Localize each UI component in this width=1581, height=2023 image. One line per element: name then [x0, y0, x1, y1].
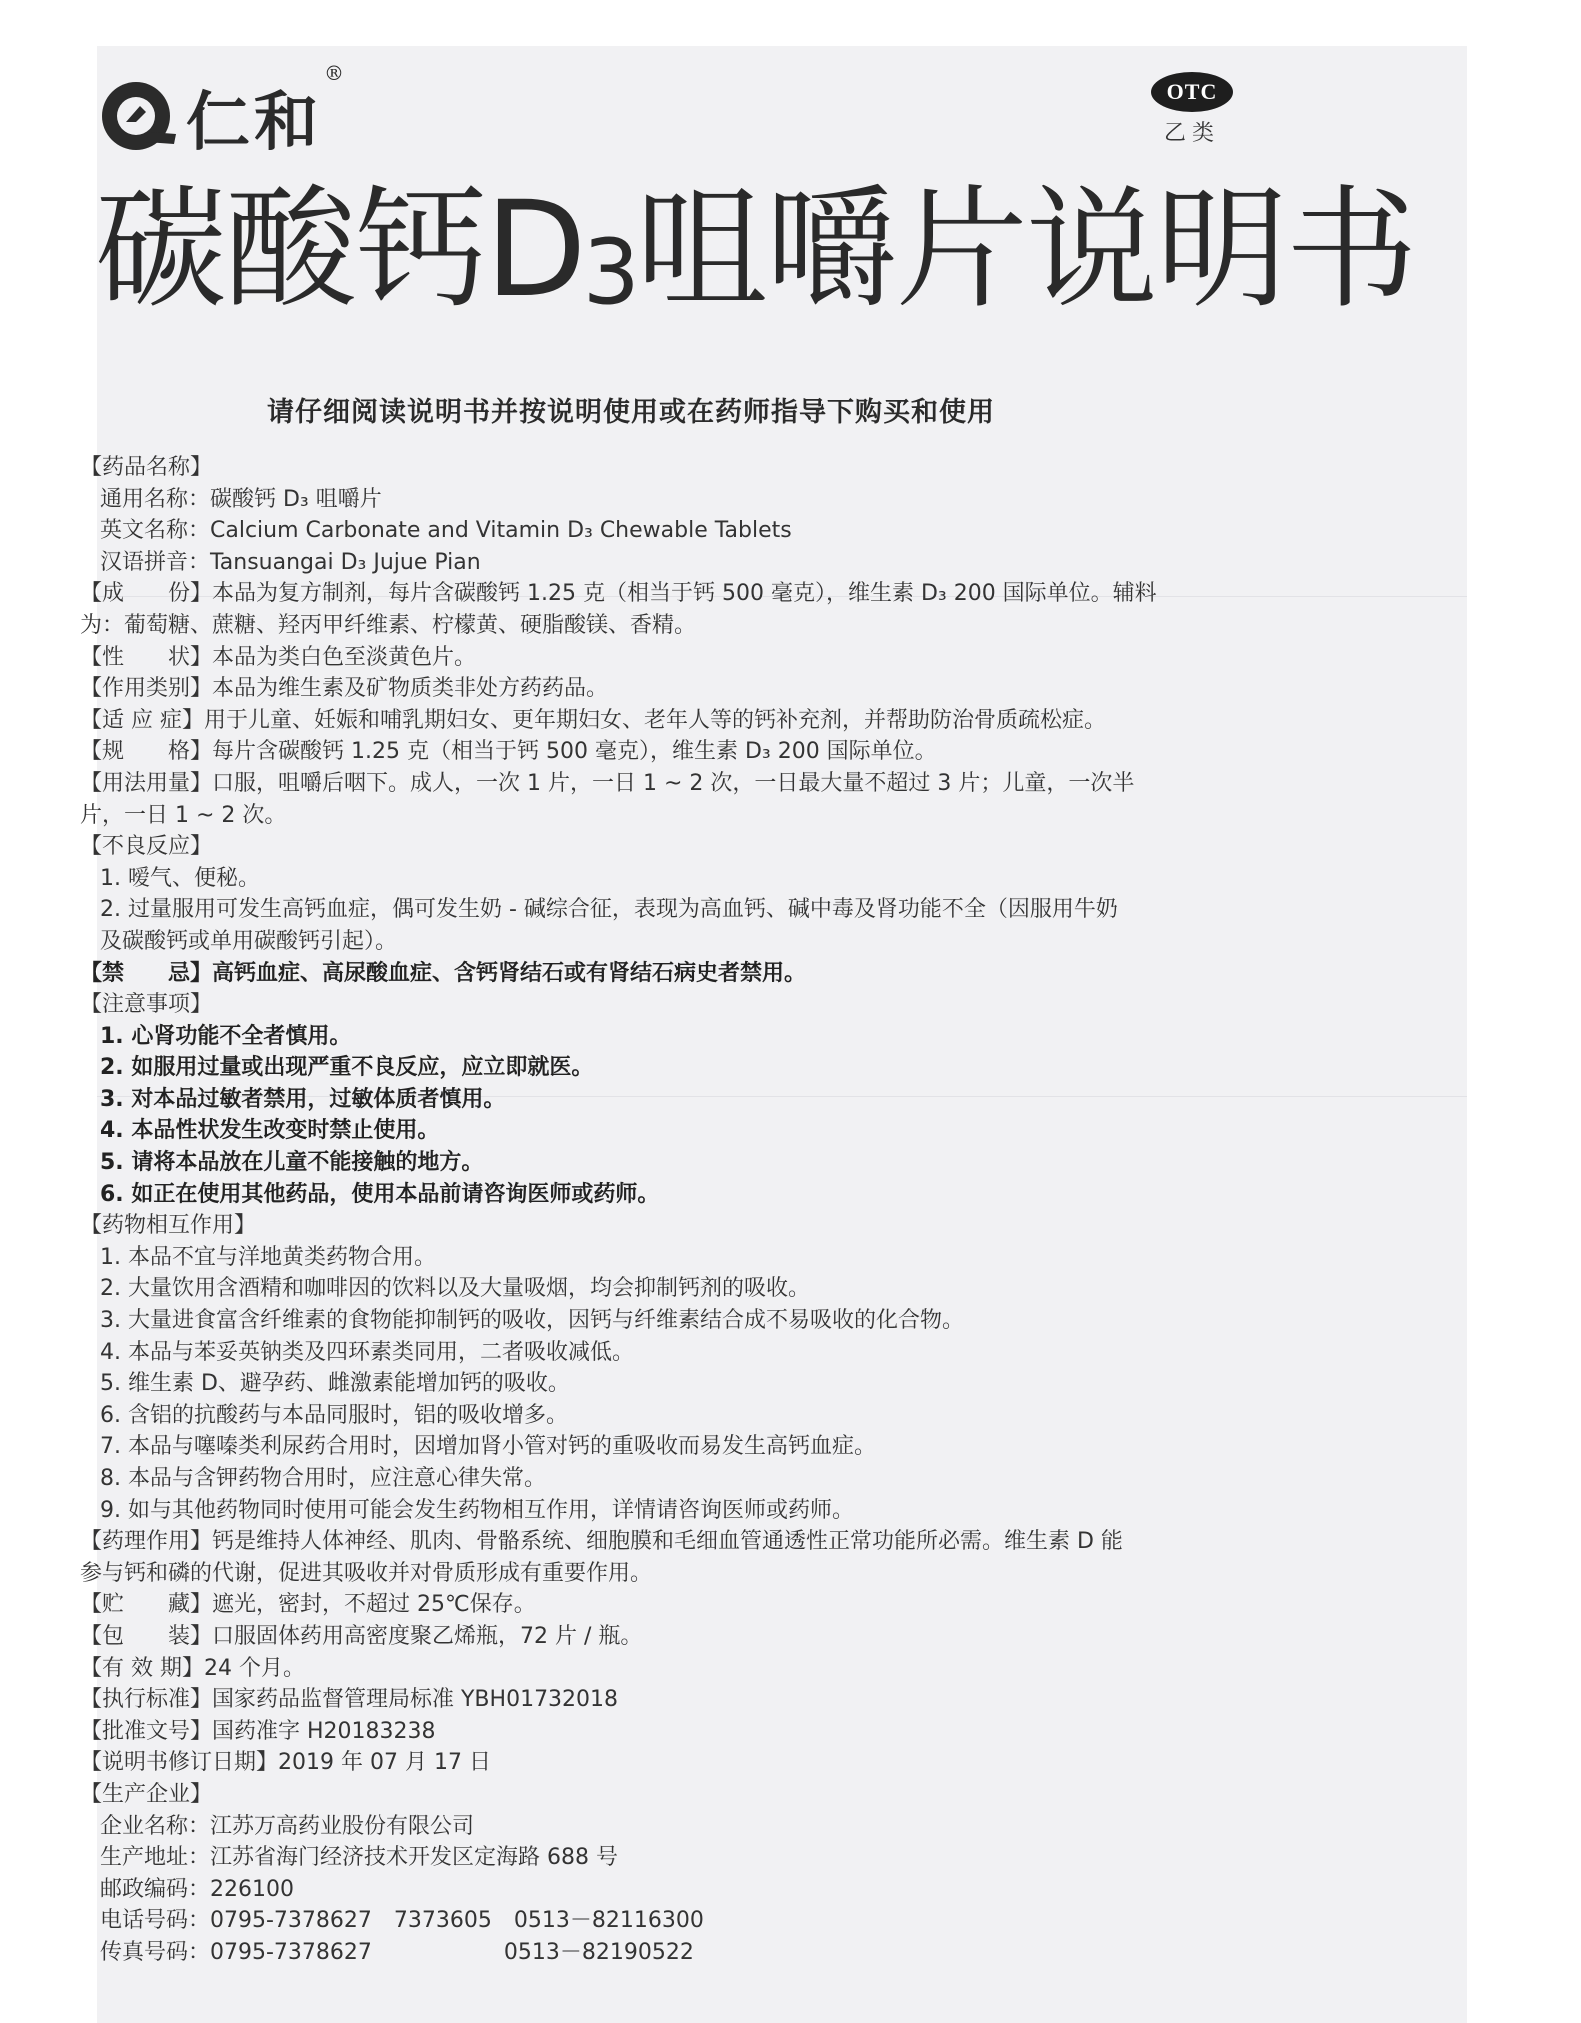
- text-line: 9. 如与其他药物同时使用可能会发生药物相互作用，详情请咨询医师或药师。: [100, 1497, 854, 1523]
- otc-mark: [1148, 72, 1236, 147]
- otc-class-label: 乙类: [1163, 121, 1220, 146]
- otc-badge: OTC: [1151, 72, 1233, 112]
- text-line: 【成 份】本品为复方制剂，每片含碳酸钙 1.25 克（相当于钙 500 毫克），维生素 D₃ 200 国际单位。辅料: [80, 581, 1157, 607]
- text-line: 5. 请将本品放在儿童不能接触的地方。: [100, 1150, 484, 1176]
- text-line: 【注意事项】: [80, 992, 213, 1018]
- text-line: 生产地址：江苏省海门经济技术开发区定海路 688 号: [100, 1845, 618, 1871]
- text-line: 【性 状】本品为类白色至淡黄色片。: [80, 644, 477, 670]
- document-title: 碳酸钙$D_3$咀嚼片说明书: [95, 173, 1416, 327]
- text-line: 【批准文号】国药准字 H20183238: [80, 1718, 436, 1744]
- brand-mark-icon: [96, 72, 182, 158]
- text-line: 【包 装】口服固体药用高密度聚乙烯瓶，72 片 / 瓶。: [80, 1623, 643, 1649]
- text-line: 传真号码：0795-7378627 0513－82190522: [100, 1939, 694, 1965]
- text-line: 【用法用量】口服，咀嚼后咽下。成人，一次 1 片，一日 1 ~ 2 次，一日最大量不超过 3 片；儿童，一次半: [80, 770, 1135, 796]
- text-line: 1. 嗳气、便秘。: [100, 865, 260, 891]
- text-line: 参与钙和磷的代谢，促进其吸收并对骨质形成有重要作用。: [80, 1560, 653, 1586]
- text-line: 企业名称：江苏万高药业股份有限公司: [100, 1813, 475, 1839]
- text-line: 【禁 忌】高钙血症、高尿酸血症、含钙肾结石或有肾结石病史者禁用。: [80, 960, 807, 986]
- text-line: 6. 含铝的抗酸药与本品同服时，铝的吸收增多。: [100, 1402, 568, 1428]
- text-line: 【说明书修订日期】2019 年 07 月 17 日: [80, 1750, 491, 1776]
- text-line: 【药物相互作用】: [80, 1213, 257, 1239]
- text-line: 6. 如正在使用其他药品，使用本品前请咨询医师或药师。: [100, 1181, 660, 1207]
- text-line: 2. 大量饮用含酒精和咖啡因的饮料以及大量吸烟，均会抑制钙剂的吸收。: [100, 1276, 810, 1302]
- text-line: 【执行标准】国家药品监督管理局标准 YBH01732018: [80, 1687, 619, 1713]
- text-line: 电话号码：0795-7378627 7373605 0513－82116300: [100, 1908, 704, 1934]
- text-line: 及碳酸钙或单用碳酸钙引起）。: [100, 928, 398, 954]
- text-line: 【生产企业】: [80, 1781, 213, 1807]
- text-line: 2. 如服用过量或出现严重不良反应，应立即就医。: [100, 1055, 594, 1081]
- text-line: 【贮 藏】遮光，密封，不超过 25℃保存。: [80, 1592, 536, 1618]
- text-line: 3. 对本品过敏者禁用，过敏体质者慎用。: [100, 1086, 506, 1112]
- text-line: 【有 效 期】24 个月。: [80, 1655, 305, 1681]
- text-line: 英文名称：Calcium Carbonate and Vitamin D₃ Chewable Tablets: [100, 518, 792, 544]
- text-line: 8. 本品与含钾药物合用时，应注意心律失常。: [100, 1466, 546, 1491]
- text-line: 邮政编码：226100: [100, 1876, 294, 1902]
- text-line: 汉语拼音：Tansuangai D₃ Jujue Pian: [100, 549, 481, 575]
- text-line: 为：葡萄糖、蔗糖、羟丙甲纤维素、柠檬黄、硬脂酸镁、香精。: [80, 612, 697, 638]
- text-line: 3. 大量进食富含纤维素的食物能抑制钙的吸收，因钙与纤维素结合成不易吸收的化合物。: [100, 1308, 964, 1334]
- text-line: 【作用类别】本品为维生素及矿物质类非处方药药品。: [80, 676, 609, 702]
- text-line: 【药理作用】钙是维持人体神经、肌肉、骨骼系统、细胞膜和毛细血管通透性正常功能所必需。维生素 D 能: [80, 1529, 1123, 1555]
- text-line: 通用名称：碳酸钙 D₃ 咀嚼片: [100, 486, 382, 512]
- text-line: 1. 本品不宜与洋地黄类药物合用。: [100, 1244, 436, 1270]
- text-line: 1. 心肾功能不全者慎用。: [100, 1023, 352, 1049]
- usage-notice: 请仔细阅读说明书并按说明使用或在药师指导下购买和使用: [267, 397, 995, 428]
- text-line: 4. 本品性状发生改变时禁止使用。: [100, 1118, 440, 1144]
- text-line: 【适 应 症】用于儿童、妊娠和哺乳期妇女、更年期妇女、老年人等的钙补充剂，并帮助防治骨质疏松症。: [80, 707, 1106, 733]
- text-line: 【规 格】每片含碳酸钙 1.25 克（相当于钙 500 毫克），维生素 D₃ 200 国际单位。: [80, 739, 937, 765]
- text-line: 片，一日 1 ~ 2 次。: [80, 802, 287, 828]
- leaflet-body: [80, 452, 1380, 1969]
- text-line: 7. 本品与噻嗪类利尿药合用时，因增加肾小管对钙的重吸收而易发生高钙血症。: [100, 1434, 876, 1460]
- text-line: 5. 维生素 D、避孕药、雌激素能增加钙的吸收。: [100, 1371, 570, 1397]
- text-line: 【不良反应】: [80, 834, 213, 860]
- text-line: 【药品名称】: [80, 455, 213, 480]
- text-line: 4. 本品与苯妥英钠类及四环素类同用，二者吸收减低。: [100, 1339, 634, 1365]
- text-line: 2. 过量服用可发生高钙血症，偶可发生奶 - 碱综合征，表现为高血钙、碱中毒及肾功能不全（因服用牛奶: [100, 897, 1118, 923]
- brand-logo: [96, 61, 348, 160]
- brand-name: 仁和®: [186, 61, 348, 160]
